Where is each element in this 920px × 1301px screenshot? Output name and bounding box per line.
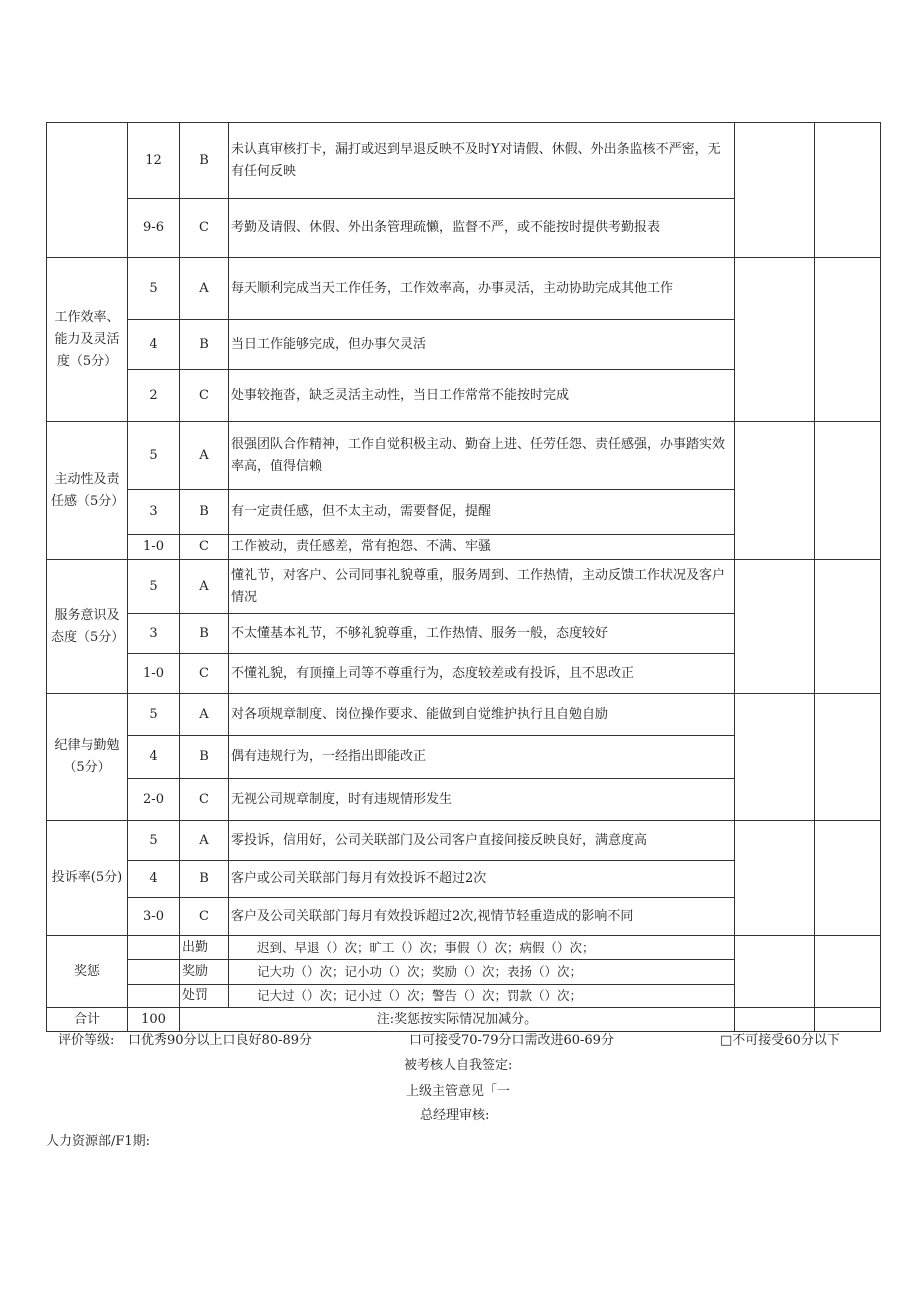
self-score-cell[interactable]: [735, 422, 815, 560]
supervisor-score-cell[interactable]: [815, 936, 881, 1008]
supervisor-score-cell[interactable]: [815, 123, 881, 258]
description-cell: 客户或公司关联部门每月有效投诉不超过2次: [229, 861, 735, 898]
grade-cell: A: [180, 560, 229, 614]
score-cell: 1-0: [128, 654, 180, 694]
description-cell: 考勤及请假、休假、外出条管理疏懒，监督不严，或不能按时提供考勤报表: [229, 199, 735, 258]
self-sign-label: 被考核人自我签定:: [404, 1058, 513, 1073]
self-score-cell[interactable]: [735, 694, 815, 821]
description-cell: 懂礼节，对客户、公司同事礼貌尊重，服务周到、工作热情，主动反馈工作状况及客户情况: [229, 560, 735, 614]
supervisor-score-cell[interactable]: [815, 258, 881, 422]
grade-cell: B: [180, 736, 229, 779]
table-row: [47, 694, 881, 736]
score-cell: 2: [128, 370, 180, 422]
grade-cell: A: [180, 258, 229, 320]
attendance-record[interactable]: 迟到、早退（）次；旷工（）次；事假（）次；病假（）次；: [229, 936, 735, 960]
reward-record[interactable]: 记大功（）次；记小功（）次；奖励（）次；表扬（）次；: [229, 960, 735, 985]
grade-cell: C: [180, 898, 229, 936]
supervisor-score-cell[interactable]: [815, 422, 881, 560]
grade-cell: B: [180, 861, 229, 898]
category-cell-empty: [47, 123, 128, 258]
evaluation-table: [46, 122, 881, 1032]
supervisor-score-cell[interactable]: [815, 1008, 881, 1032]
category-efficiency: 工作效率、能力及灵活度（5分）: [47, 258, 128, 422]
self-score-cell[interactable]: [735, 560, 815, 694]
description-cell: 处事较拖沓，缺乏灵活主动性，当日工作常常不能按时完成: [229, 370, 735, 422]
description-cell: 偶有违规行为，一经指出即能改正: [229, 736, 735, 779]
score-cell: 9-6: [128, 199, 180, 258]
description-cell: 客户及公司关联部门每月有效投诉超过2次,视情节轻重造成的影响不同: [229, 898, 735, 936]
score-cell: 3: [128, 614, 180, 654]
table-row: [47, 560, 881, 614]
description-cell: 每天顺利完成当天工作任务，工作效率高，办事灵活，主动协助完成其他工作: [229, 258, 735, 320]
grade-option-excellent-good[interactable]: 口优秀90分以上口良好80-89分: [128, 1033, 313, 1048]
description-cell: 无视公司规章制度，时有违规情形发生: [229, 779, 735, 821]
description-cell: 对各项规章制度、岗位操作要求、能做到自觉维护执行且自勉自励: [229, 694, 735, 736]
empty-cell: [128, 936, 180, 960]
empty-cell: [128, 985, 180, 1008]
grade-cell: B: [180, 490, 229, 535]
category-complaint: 投诉率(5分): [47, 821, 128, 936]
score-cell: 5: [128, 694, 180, 736]
category-discipline: 纪律与勤勉（5分）: [47, 694, 128, 821]
supervisor-opinion-label: 上级主管意见「一: [406, 1084, 511, 1099]
score-cell: 5: [128, 821, 180, 861]
description-cell: 很强团队合作精神，工作自觉积极主动、勤奋上进、任劳任怨、责任感强，办事踏实效率高，值得信赖: [229, 422, 735, 490]
self-score-cell[interactable]: [735, 123, 815, 258]
grade-option-acceptable-improve[interactable]: 口可接受70-79分口需改进60-69分: [409, 1033, 614, 1048]
grade-cell: B: [180, 123, 229, 199]
category-rewards: 奖惩: [47, 936, 128, 1008]
grade-cell: C: [180, 779, 229, 821]
total-note: 注:奖惩按实际情况加减分。: [180, 1008, 735, 1032]
reward-type-cell: 出勤: [180, 936, 229, 960]
score-cell: 3-0: [128, 898, 180, 936]
supervisor-score-cell[interactable]: [815, 694, 881, 821]
table-row: [47, 258, 881, 320]
description-cell: 零投诉，信用好，公司关联部门及公司客户直接间接反映良好，满意度高: [229, 821, 735, 861]
score-cell: 2-0: [128, 779, 180, 821]
score-cell: 5: [128, 422, 180, 490]
description-cell: 不太懂基本礼节，不够礼貌尊重，工作热情、服务一般，态度较好: [229, 614, 735, 654]
description-cell: 工作被动，责任感差，常有抱怨、不满、牢骚: [229, 535, 735, 560]
grade-cell: A: [180, 821, 229, 861]
table-row: [47, 936, 881, 960]
description-cell: 未认真审核打卡，漏打或迟到早退反映不及时Y对请假、休假、外出条监核不严密，无有任何反映: [229, 123, 735, 199]
grade-cell: C: [180, 370, 229, 422]
category-initiative: 主动性及责任感（5分）: [47, 422, 128, 560]
grade-cell: A: [180, 694, 229, 736]
self-score-cell[interactable]: [735, 258, 815, 422]
score-cell: 4: [128, 861, 180, 898]
punishment-record[interactable]: 记大过（）次；记小过（）次；警告（）次；罚款（）次；: [229, 985, 735, 1008]
description-cell: 有一定责任感，但不太主动，需要督促，提醒: [229, 490, 735, 535]
score-cell: 4: [128, 736, 180, 779]
hr-date-label: 人力资源部/F1期:: [46, 1134, 151, 1149]
grade-cell: A: [180, 422, 229, 490]
grade-cell: C: [180, 535, 229, 560]
grade-cell: C: [180, 199, 229, 258]
grade-label: 评价等级:: [58, 1033, 115, 1048]
table-row: [47, 422, 881, 490]
score-cell: 12: [128, 123, 180, 199]
total-row: [47, 1008, 881, 1032]
score-cell: 5: [128, 258, 180, 320]
grade-cell: C: [180, 654, 229, 694]
score-cell: 4: [128, 320, 180, 370]
grade-cell: B: [180, 320, 229, 370]
supervisor-score-cell[interactable]: [815, 821, 881, 936]
reward-type-cell: 奖励: [180, 960, 229, 985]
description-cell: 当日工作能够完成，但办事欠灵活: [229, 320, 735, 370]
table-row: [47, 821, 881, 861]
evaluation-grade-line: [58, 1029, 858, 1051]
self-score-cell[interactable]: [735, 1008, 815, 1032]
grade-option-unacceptable[interactable]: □不可接受60分以下: [720, 1033, 840, 1048]
gm-review-label: 总经理审核:: [420, 1108, 490, 1123]
empty-cell: [128, 960, 180, 985]
reward-type-cell: 处罚: [180, 985, 229, 1008]
score-cell: 1-0: [128, 535, 180, 560]
self-score-cell[interactable]: [735, 821, 815, 936]
supervisor-score-cell[interactable]: [815, 560, 881, 694]
self-score-cell[interactable]: [735, 936, 815, 1008]
grade-cell: B: [180, 614, 229, 654]
total-score: 100: [128, 1008, 180, 1032]
table-row: [47, 123, 881, 199]
score-cell: 5: [128, 560, 180, 614]
description-cell: 不懂礼貌，有顶撞上司等不尊重行为，态度较差或有投诉，且不思改正: [229, 654, 735, 694]
category-service: 服务意识及态度（5分）: [47, 560, 128, 694]
score-cell: 3: [128, 490, 180, 535]
total-label: 合计: [47, 1008, 128, 1032]
